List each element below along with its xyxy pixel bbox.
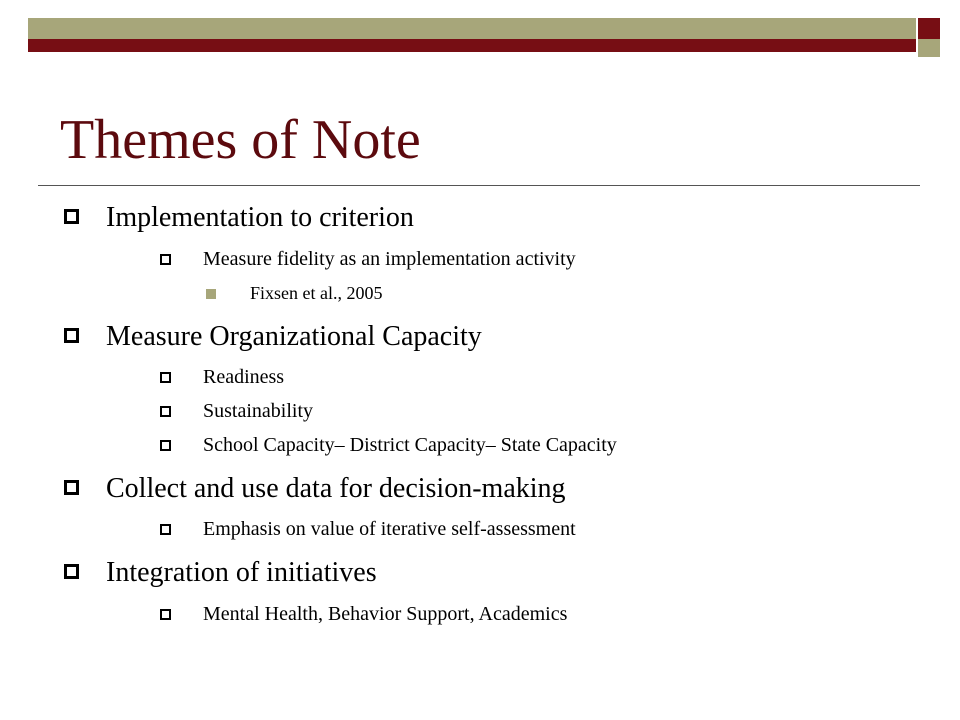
hollow-square-bullet-icon [160,254,171,265]
hollow-square-bullet-icon [64,564,79,579]
hollow-square-bullet-icon [160,440,171,451]
hollow-square-bullet-icon [160,524,171,535]
bullet-text: Measure Organizational Capacity [106,321,482,352]
subbullet-text: Readiness [203,366,285,388]
hollow-square-bullet-icon [160,609,171,620]
subbullet-text: Sustainability [203,400,313,422]
hollow-square-bullet-icon [64,480,79,495]
filled-square-bullet-icon [206,289,216,299]
subsubbullet-text: Fixsen et al., 2005 [250,283,383,303]
subbullet-text: School Capacity– District Capacity– State Capacity [203,434,617,456]
hollow-square-bullet-icon [160,372,171,383]
subbullet-text: Mental Health, Behavior Support, Academics [203,603,568,625]
bullet-text: Collect and use data for decision-making [106,473,566,504]
hollow-square-bullet-icon [64,209,79,224]
bullet-text: Implementation to criterion [106,202,414,233]
bullet-text: Integration of initiatives [106,557,377,588]
hollow-square-bullet-icon [160,406,171,417]
hollow-square-bullet-icon [64,328,79,343]
slide-title: Themes of Note [60,109,421,171]
subbullet-text: Measure fidelity as an implementation activity [203,248,576,270]
subbullet-text: Emphasis on value of iterative self-assessment [203,518,576,540]
